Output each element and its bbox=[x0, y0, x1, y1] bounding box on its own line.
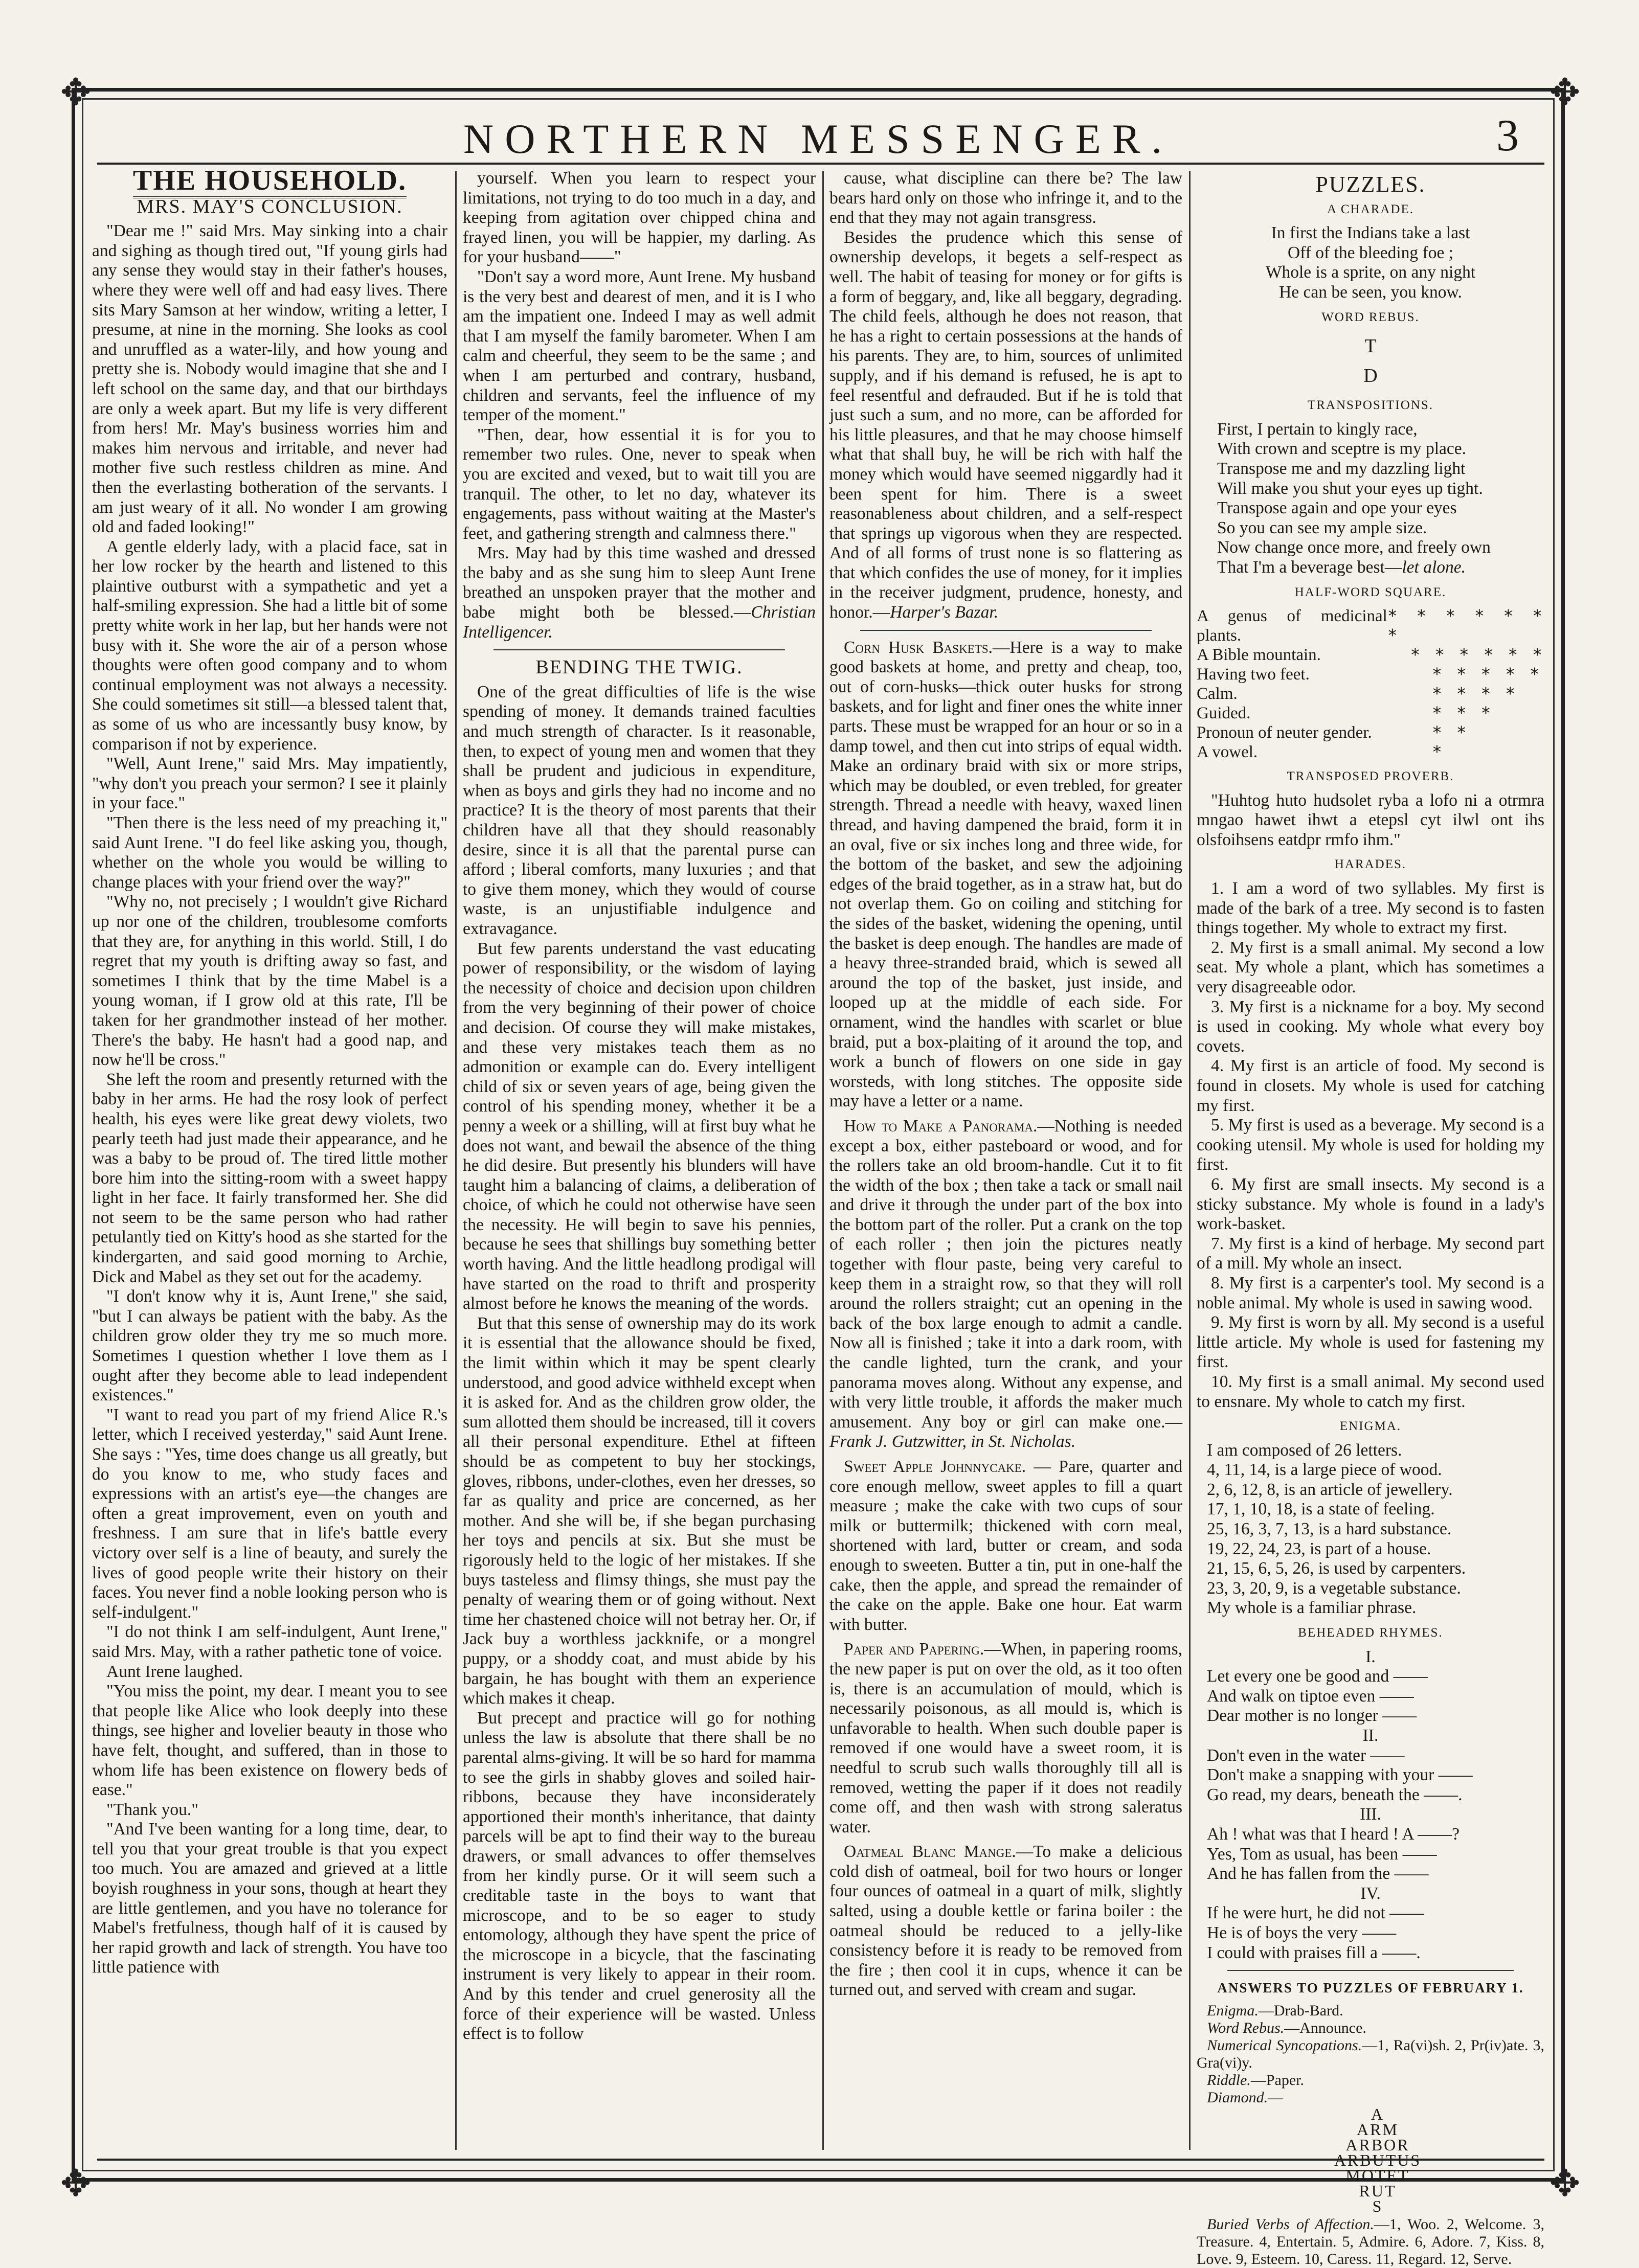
paragraph: Besides the prudence which this sense of ownership develops, it begets a self-respect as well. The habit of teasing for money or for gifts is a form of beggary, and, like all beggary, degrading. The child feels, although he does not reason, that he has a right to certain possessions at the hands of his parents. They are, to him, sources of unlimited supply, and if his demand is refused, he is apt to feel resentful and defrauded. But if he is told that just such a sum, and no more, can be afforded for his little pleasures, and that he may choose himself what that shall buy, he will be rich with half the money which would have seemed niggardly had it been spent for him. There is a sweet reasonableness about children, and a self-respect that springs up vigorous when they are respected. And of all forms of trust none is so flattering as that which confides the use of money, for it implies in the receiver judgment, prudence, honesty, and honor.—Harper's Bazar. bbox=[829, 228, 1182, 622]
beheaded-rhymes-title: BEHEADED RHYMES. bbox=[1298, 1626, 1443, 1640]
article-title: BENDING THE TWIG. bbox=[535, 656, 743, 678]
tip-paragraph: How to Make a Panorama.—Nothing is needed except a box, either pasteboard or wood, and for the rollers take an old broom-handle. Cut it to fit the width of the box ; then take a tack or small nail and drive it through the under part of the box into the bottom part of the roller. Put a crank on the top of each roller ; then join the pictures neatly together with flour paste, being very careful to keep them in a straight row, so that they will roll around the rollers straight; cut an opening in the back of the box large enough to admit a candle. Now all is finished ; take it into a dark room, with the candle lighted, turn the crank, and your panorama moves along. Without any expense, and with very little trouble, it affords the maker much amusement. Any boy or girl can make one.—Frank J. Gutzwitter, in St. Nicholas. bbox=[829, 1116, 1182, 1451]
verse-line: Ah ! what was that I heard ! A ——? bbox=[1207, 1824, 1460, 1844]
page-number: 3 bbox=[1496, 111, 1519, 161]
paragraph: "I want to read you part of my friend Alice R.'s letter, which I received yesterday," said Aunt Irene. She says : "Yes, time does change us all greatly, but do you know to me, who study faces and expressions with an artist's eye—the changes are often a great improvement, even on youth and freshness. I am sure that in life's battle every victory over self is a line of beauty, and surely the lives of good people write their history on their faces. You never find a noble looking person who is self-indulgent." bbox=[92, 1405, 448, 1622]
charade-title: A CHARADE. bbox=[1327, 202, 1414, 216]
source-credit: Harper's Bazar. bbox=[890, 603, 999, 622]
column-puzzles bbox=[1197, 169, 1545, 2267]
charade-verse bbox=[1197, 223, 1544, 302]
harades-list bbox=[1197, 879, 1544, 1412]
stanza-number: I. bbox=[1365, 1647, 1376, 1666]
paragraph: "And I've been wanting for a long time, dear, to tell you that your great trouble is that you expect too much. You are amazed and grieved at a little boyish roughness in your sons, though at heart they are little gentlemen, and you have no tolerance for Mabel's fretfulness, though half of it is caused by her rapid growth and lack of strength. You have too little patience with bbox=[92, 1820, 447, 1977]
verse-line: And he has fallen from the —— bbox=[1207, 1864, 1429, 1884]
paragraph: But that this sense of ownership may do its work it is essential that the allowance should be fixed, the limit within which it may be spent clearly understood, and good advice withheld except when it is asked for. And as the children grow older, the sum allotted them should be increased, till it covers all their personal expenditure. Ethel at fifteen should be as competent to buy her stockings, gloves, ribbons, under-clothes, even her dresses, so far as quality and price are concerned, as her mother. And she will be, if she began purchasing her toys and pencils at six. But she must be rigorously held to the logic of her mistakes. If she buys tasteless and flimsy things, she must pay the penalty of wearing them or of going without. Next time her chastened choice will not betray her. Or, if Jack buy a worthless jackknife, or a mongrel puppy, or a shoddy coat, and must abide by his bargain, he has bought with them an experience which makes it cheap. bbox=[463, 1313, 816, 1708]
puzzles-heading: PUZZLES. bbox=[1315, 172, 1426, 197]
paragraph: 9. My first is worn by all. My second is a useful little article. My whole is used for fastening my first. bbox=[1197, 1313, 1544, 1372]
verse-line: 19, 22, 24, 23, is part of a house. bbox=[1207, 1539, 1431, 1558]
answers-list bbox=[1197, 2002, 1544, 2106]
paragraph: "Dear me !" said Mrs. May sinking into a chair and sighing as though tired out, "If young girls had any sense they would stay in their father's houses, where they were well off and had easy lives. There sits Mary Samson at her window, writing a letter, I presume, at nine in the morning. She looks as cool and unruffled as a water-lily, and how young and pretty she is. Nobody would imagine that she and I left school on the same day, and that our birthdays are only a week apart. But my life is very different from hers! Mr. May's business worries him and makes him nervous and irritable, and never had mother five such restless children as mine. And then the everlasting botheration of the servants. I am just weary of it all. No wonder I am growing old and faded looking!" bbox=[92, 221, 447, 537]
paragraph: A gentle elderly lady, with a placid face, sat in her low rocker by the hearth and listened to this plaintive outburst with a sympathetic and yet a half-smiling expression. She had a little bit of some pretty white work in her lap, but her hands were not busy with it. She wore the air of a person whose thoughts were often good company and to whom continual employment was not always a necessity. She could sometimes sit still—a blessed talent that, as some of us who are incessantly busy know, by comparison if not by experience. bbox=[92, 537, 447, 754]
answer-line: Enigma.—Drab-Bard. bbox=[1207, 2002, 1343, 2019]
verse-line: MOTET bbox=[1345, 2166, 1410, 2185]
verse-line: I could with praises fill a ——. bbox=[1207, 1943, 1421, 1962]
tip-paragraph: Sweet Apple Johnnycake. — Pare, quarter and core enough mellow, sweet apples to fill a quart measure ; make the cake with two cups of sour milk or buttermilk; thickened with corn meal, shortened with lard, butter or cream, and soda enough to sweeten. Butter a tin, put in one-half the cake, then the apple, and spread the remainder of the cake on the apple. Bake one hour. Eat warm with butter. bbox=[829, 1457, 1182, 1634]
section-rule bbox=[1227, 1970, 1514, 1971]
stanza-number: II. bbox=[1362, 1726, 1379, 1745]
corner-ornament-icon: ✥ bbox=[1549, 71, 1581, 114]
corner-ornament-icon: ✥ bbox=[1549, 2162, 1581, 2205]
verse-line: 23, 3, 20, 9, is a vegetable substance. bbox=[1207, 1578, 1461, 1598]
column-household bbox=[92, 165, 448, 2152]
transpositions-title: TRANSPOSITIONS. bbox=[1307, 398, 1433, 413]
paragraph: But precept and practice will go for nothing unless the law is absolute that there shall be no parental alms-giving. It will be so hard for mamma to see the girls in shabby gloves and soiled hair-ribbons, because they have inconsiderately apportioned their month's inheritance, that dainty parcels will be apt to find their way to the bureau drawers, or small advances to offer themselves from her kindly purse. Or it will seem such a creditable taste in the boys to want that microscope, and to be so eager to study entomology, although they have spent the price of the microscope in a bicycle, that the fascinating instrument is very likely to appear in their room. And by this tender and cruel generosity all the force of their experience will be wasted. Unless effect is to follow bbox=[463, 1708, 816, 2044]
tip-paragraph: Paper and Papering.—When, in papering rooms, the new paper is put on over the old, as it too often is, there is an accumulation of mould, which is necessarily poisonous, as all mould is, which is unfavorable to health. When such double paper is removed if one would have a sweet room, it is needful to scrub such walls thoroughly till all is removed, wetting the paper if it does not readily come off, and then wash with strong saleratus water. bbox=[829, 1640, 1182, 1836]
stanza-number: IV. bbox=[1360, 1884, 1381, 1903]
article-body bbox=[463, 683, 816, 2044]
transposed-proverb: "Huhtog huto hudsolet ryba a lofo ni a otrmra mngao hawet ihwt a etepsl cyt ilwl ont ihs olsfoihsens eatdpr rmfo ihm." bbox=[1197, 790, 1544, 849]
half-word-square bbox=[1197, 606, 1544, 762]
article-title: MRS. MAY'S CONCLUSION. bbox=[137, 195, 403, 217]
article-continuation bbox=[829, 169, 1182, 623]
masthead bbox=[102, 110, 1534, 166]
column-divider bbox=[1189, 171, 1191, 2150]
verse-line: Go read, my dears, beneath the ——. bbox=[1207, 1785, 1463, 1804]
answer-line: Word Rebus.—Announce. bbox=[1207, 2019, 1366, 2036]
tip-title: How to Make a Panorama. bbox=[844, 1116, 1038, 1136]
source-credit: Frank J. Gutzwitter, in St. Nicholas. bbox=[829, 1432, 1076, 1451]
tip-title: Sweet Apple Johnnycake. bbox=[844, 1457, 1026, 1476]
tip-paragraph: Corn Husk Baskets.—Here is a way to make good baskets at home, and pretty and cheap, too, out of corn-husks—thick outer husks for strong baskets, and for light and finer ones the white inner parts. These must be wrapped for an hour or so in a damp towel, and then cut into strips of equal width. Make an ordinary braid with six or more strips, which may be doubled, or even trebled, for greater strength. Thread a needle with heavy, waxed linen thread, and having dampened the braid, form it in an oval, five or six inches long and three wide, for the bottom of the basket, and sew the adjoining edges of the braid together, as in a straw hat, but do not overlap them. Go on coiling and stitching for the sides of the basket, widening the opening, until the basket is deep enough. The handles are made of a heavy three-stranded braid, which is sewed all around the top of the basket, just inside, and looped up at the middle of each side. For ornament, wind the handles with scarlet or blue braid, put a box-plaiting of it around the top, and work a bunch of flowers on one side in gay worsteds, with long stitches. The opposite side may have a letter or a name. bbox=[829, 638, 1182, 1111]
column-divider bbox=[822, 171, 824, 2150]
paragraph: 2. My first is a small animal. My second a low seat. My whole a plant, which has sometimes a very disagreeable odor. bbox=[1197, 938, 1544, 997]
paragraph: 1. I am a word of two syllables. My first is made of the bark of a tree. My second is to fasten things together. My whole to extract my first. bbox=[1197, 879, 1544, 938]
answers-title: ANSWERS TO PUZZLES OF FEBRUARY 1. bbox=[1217, 1980, 1524, 1996]
verse-line: With crown and sceptre is my place. bbox=[1217, 439, 1467, 459]
bottom-rule bbox=[97, 2159, 1544, 2161]
verse-line: 4, 11, 14, is a large piece of wood. bbox=[1207, 1460, 1442, 1480]
paragraph: 4. My first is an article of food. My second is found in closets. My whole is used for catching my first. bbox=[1197, 1056, 1544, 1115]
verse-line: Whole is a sprite, on any night bbox=[1265, 263, 1476, 282]
verse-line: S bbox=[1372, 2196, 1383, 2215]
paragraph: "Then there is the less need of my preaching it," said Aunt Irene. "I do feel like asking you, though, whether on the whole you would be willing to change places with your friend over the way?" bbox=[92, 813, 447, 892]
enigma-list bbox=[1197, 1441, 1544, 1618]
verse-line: ARBOR bbox=[1345, 2135, 1410, 2154]
half-word-square-title: HALF-WORD SQUARE. bbox=[1294, 585, 1447, 599]
verse-line: If he were hurt, he did not —— bbox=[1207, 1903, 1424, 1923]
square-row: A Bible mountain. * * * * * * bbox=[1197, 645, 1544, 665]
paragraph: 3. My first is a nickname for a boy. My second is used in cooking. My whole what every boy covets. bbox=[1197, 997, 1544, 1056]
square-row: Having two feet. * * * * * bbox=[1197, 664, 1542, 685]
paragraph: "I don't know why it is, Aunt Irene," she said, "but I can always be patient with the baby. As the children grow older they try me so much more. Sometimes I question whether I love them as I ought after they become able to lead independent existences." bbox=[92, 1287, 447, 1405]
answer-line: Riddle.—Paper. bbox=[1207, 2071, 1304, 2089]
paragraph: "You miss the point, my dear. I meant you to see that people like Alice who look deeply into these things, see higher and lovelier beauty in those who have felt, thought, and suffered, than in those to whom life has been existence on flowery beds of ease." bbox=[92, 1682, 447, 1800]
verse-line: Let every one be good and —— bbox=[1207, 1667, 1428, 1686]
paragraph: One of the great difficulties of life is the wise spending of money. It demands trained faculties and much strength of character. Is it reasonable, then, to expect of young men and women that they shall be prudent and judicious in expenditure, when as boys and girls they had no income and no practice? It is the theory of most parents that their children have all that they should reasonably desire, since it is all that the parental purse can afford ; liberal comforts, many luxuries ; and that to give them money, which they would of course waste, is an unjustifiable indulgence and extravagance. bbox=[463, 682, 816, 938]
square-row: Pronoun of neuter gender. * * bbox=[1197, 722, 1469, 743]
verse-line: 21, 15, 6, 5, 26, is used by carpenters. bbox=[1207, 1559, 1466, 1578]
verse-line: 25, 16, 3, 7, 13, is a hard substance. bbox=[1207, 1519, 1452, 1539]
verse-line: RUT bbox=[1359, 2181, 1397, 2200]
verse-line: Off of the bleeding foe ; bbox=[1287, 243, 1454, 262]
verse-tail: let alone. bbox=[1402, 557, 1466, 577]
verse-line: So you can see my ample size. bbox=[1217, 518, 1427, 537]
paragraph: "I do not think I am self-indulgent, Aunt Irene," said Mrs. May, with a rather pathetic tone of voice. bbox=[92, 1622, 447, 1661]
verse-line: I am composed of 26 letters. bbox=[1207, 1440, 1402, 1460]
transpositions-verse bbox=[1197, 420, 1544, 578]
verse-line: That I'm a beverage best—let alone. bbox=[1217, 557, 1466, 577]
verse-line: In first the Indians take a last bbox=[1271, 223, 1470, 243]
paragraph: 7. My first is a kind of herbage. My second part of a mill. My whole an insect. bbox=[1197, 1234, 1544, 1273]
article-continuation bbox=[463, 169, 816, 642]
source-credit: Christian Intelligencer. bbox=[463, 603, 816, 642]
paragraph: yourself. When you learn to respect your limitations, not trying to do too much in a day, and keeping from agitation over chipped china and frayed linen, you will be happier, my darling. As for your husband——" bbox=[463, 169, 816, 267]
paragraph: "Thank you." bbox=[106, 1800, 198, 1819]
square-row: A genus of medicinal plants. * * * * * * * bbox=[1197, 606, 1544, 646]
verse-line: My whole is a familiar phrase. bbox=[1207, 1598, 1417, 1618]
tip-title: Paper and Papering. bbox=[844, 1640, 984, 1659]
stanza-number: III. bbox=[1360, 1805, 1381, 1824]
paragraph: 10. My first is a small animal. My second used to ensnare. My whole to catch my first. bbox=[1197, 1372, 1544, 1411]
paragraph: "Why no, not precisely ; I wouldn't give Richard up nor one of the children, troublesome comforts that they are, for anything in this world. Still, I do regret that my youth is drifting away so fast, and sometimes I think that by the time Mabel is a young woman, if I grow old at this rate, I'll be taken for her grandmother instead of her mother. There's the baby. He hasn't had a good nap, and now he'll be cross." bbox=[92, 892, 447, 1070]
paragraph: But few parents understand the vast educating power of responsibility, or the wisdom of laying the necessity of choice and decision upon children from the very beginning of their power of choice and decision. Of course they will make mistakes, and these very mistakes teach them as no admonition or example can do. Every intelligent child of six or seven years of age, being given the control of his spending money, whether it be a penny a week or a shilling, will at first buy what he does not want, and bewail the absence of the thing he did desire. But presently his blunders will have taught him a balancing of claims, a deliberation of choice, of which he could not otherwise have seen the necessity. He will begin to save his pennies, because he sees that shillings buy something better worth having. And the little headlong prodigal will have started on the road to thrift and prosperity almost before he knows the meaning of the words. bbox=[463, 939, 816, 1313]
verse-line: He can be seen, you know. bbox=[1279, 282, 1462, 302]
section-rule bbox=[860, 630, 1152, 631]
tip-title: Oatmeal Blanc Mange. bbox=[844, 1842, 1016, 1862]
buried-verbs-answer: Buried Verbs of Affection.—1, Woo. 2, Welcome. 3, Treasure. 4, Entertain. 5, Admire. 6, Adore. 7, Kiss. 8, Love. 9, Esteem. 10, Caress. 11, Regard. 12, Serve. bbox=[1197, 2215, 1545, 2267]
paragraph: Mrs. May had by this time washed and dressed the baby and as she sung him to sleep Aunt Irene breathed an unspoken prayer that the mother and babe might both be blessed.—Christian Intelligencer. bbox=[463, 543, 816, 642]
household-tips bbox=[829, 638, 1182, 2000]
verse-line: 2, 6, 12, 8, is an article of jewellery. bbox=[1207, 1480, 1453, 1499]
corner-ornament-icon: ✥ bbox=[60, 71, 92, 114]
verse-line: Transpose me and my dazzling light bbox=[1217, 459, 1466, 478]
column-three bbox=[829, 169, 1182, 2152]
verse-line: He is of boys the very —— bbox=[1207, 1923, 1397, 1942]
article-body bbox=[92, 221, 447, 1978]
verse-line: ARM bbox=[1357, 2120, 1399, 2139]
verse-line: ARBUTUS bbox=[1334, 2150, 1422, 2169]
paragraph: 8. My first is a carpenter's tool. My second is a noble animal. My whole is used in sawing wood. bbox=[1197, 1273, 1544, 1312]
paragraph: cause, what discipline can there be? The law bears hard only on those who infringe it, and to the end that they may not again transgress. bbox=[829, 169, 1182, 228]
paragraph: 6. My first are small insects. My second is a sticky substance. My whole is found in a lady's work-basket. bbox=[1197, 1174, 1544, 1234]
section-rule bbox=[493, 649, 785, 650]
section-heading: THE HOUSEHOLD. bbox=[92, 171, 447, 191]
paragraph: "Don't say a word more, Aunt Irene. My husband is the very best and dearest of men, and it is I who am the impatient one. Indeed I may as well admit that I am myself the family barometer. When I am calm and cheerful, they seem to be the same ; and when I am perturbed and contrary, husband, children and servants, feel the influence of my temper of the moment." bbox=[463, 267, 816, 425]
column-two bbox=[463, 169, 816, 2152]
verse-line: Transpose again and ope your eyes bbox=[1217, 498, 1457, 518]
publication-title: NORTHERN MESSENGER. bbox=[463, 116, 1174, 162]
tip-title: Corn Husk Baskets. bbox=[844, 638, 993, 657]
corner-ornament-icon: ✥ bbox=[60, 2162, 92, 2205]
verse-line: First, I pertain to kingly race, bbox=[1217, 419, 1418, 439]
rebus-d: D bbox=[1363, 365, 1378, 387]
tip-paragraph: Oatmeal Blanc Mange.—To make a delicious cold dish of oatmeal, boil for two hours or longer four ounces of oatmeal in a quart of milk, slightly salted, using a double kettle or farina boiler : the oatmeal should be reduced to a jelly-like consistency before it is ready to be removed from the fire ; then cool it in cups, whence it can be turned out, and served with cream and sugar. bbox=[829, 1842, 1182, 2000]
transposed-proverb-title: TRANSPOSED PROVERB. bbox=[1287, 769, 1454, 784]
square-row: Guided. * * * bbox=[1197, 703, 1493, 723]
beheaded-rhymes bbox=[1197, 1647, 1544, 1963]
verse-line: And walk on tiptoe even —— bbox=[1207, 1686, 1414, 1706]
enigma-title: ENIGMA. bbox=[1339, 1419, 1402, 1434]
verse-line: Don't make a snapping with your —— bbox=[1207, 1765, 1473, 1785]
verse-line: 17, 1, 10, 18, is a state of feeling. bbox=[1207, 1500, 1435, 1519]
verse-line: Don't even in the water —— bbox=[1207, 1745, 1405, 1765]
answer-line: Diamond.— bbox=[1207, 2089, 1284, 2106]
rebus-t: T bbox=[1364, 335, 1377, 357]
verse-line: Yes, Tom as usual, has been —— bbox=[1207, 1844, 1437, 1864]
column-divider bbox=[455, 171, 457, 2150]
harades-title: HARADES. bbox=[1334, 857, 1407, 872]
paragraph: "Well, Aunt Irene," said Mrs. May impatiently, "why don't you preach your sermon? I see it plainly in your face." bbox=[92, 754, 447, 813]
square-row: A vowel. * bbox=[1197, 742, 1444, 762]
paragraph: Aunt Irene laughed. bbox=[106, 1662, 243, 1681]
paragraph: 5. My first is used as a beverage. My second is a cooking utensil. My whole is used for holding my first. bbox=[1197, 1116, 1544, 1174]
verse-line: Dear mother is no longer —— bbox=[1207, 1706, 1417, 1726]
paragraph: She left the room and presently returned with the baby in her arms. He had the rosy look of perfect health, his eyes were like great dewy violets, two pearly teeth had just made their appearance, and he was a baby to be proud of. The tired little mother bore him into the sitting-room with a sweet happy light in her face. It fairly transformed her. She did not seem to be the same person who had rather petulantly tied on Kitty's hood as she started for the kindergarten, and said good morning to Archie, Dick and Mabel as they set out for the academy. bbox=[92, 1070, 447, 1286]
verse-line: A bbox=[1371, 2104, 1385, 2123]
verse-line: Will make you shut your eyes up tight. bbox=[1217, 479, 1483, 498]
rebus-title: WORD REBUS. bbox=[1321, 310, 1420, 324]
answer-line: Numerical Syncopations.—1, Ra(vi)sh. 2, Pr(iv)ate. 3, Gra(vi)y. bbox=[1197, 2036, 1544, 2071]
paragraph: "Then, dear, how essential it is for you to remember two rules. One, never to speak when you are excited and vexed, but to wait till you are tranquil. The other, to let no day, whatever its engagements, pass without waiting at the Master's feet, and gathering strength and calmness there." bbox=[463, 425, 816, 543]
verse-line: Now change once more, and freely own bbox=[1217, 538, 1491, 557]
square-row: Calm. * * * * bbox=[1197, 684, 1518, 704]
